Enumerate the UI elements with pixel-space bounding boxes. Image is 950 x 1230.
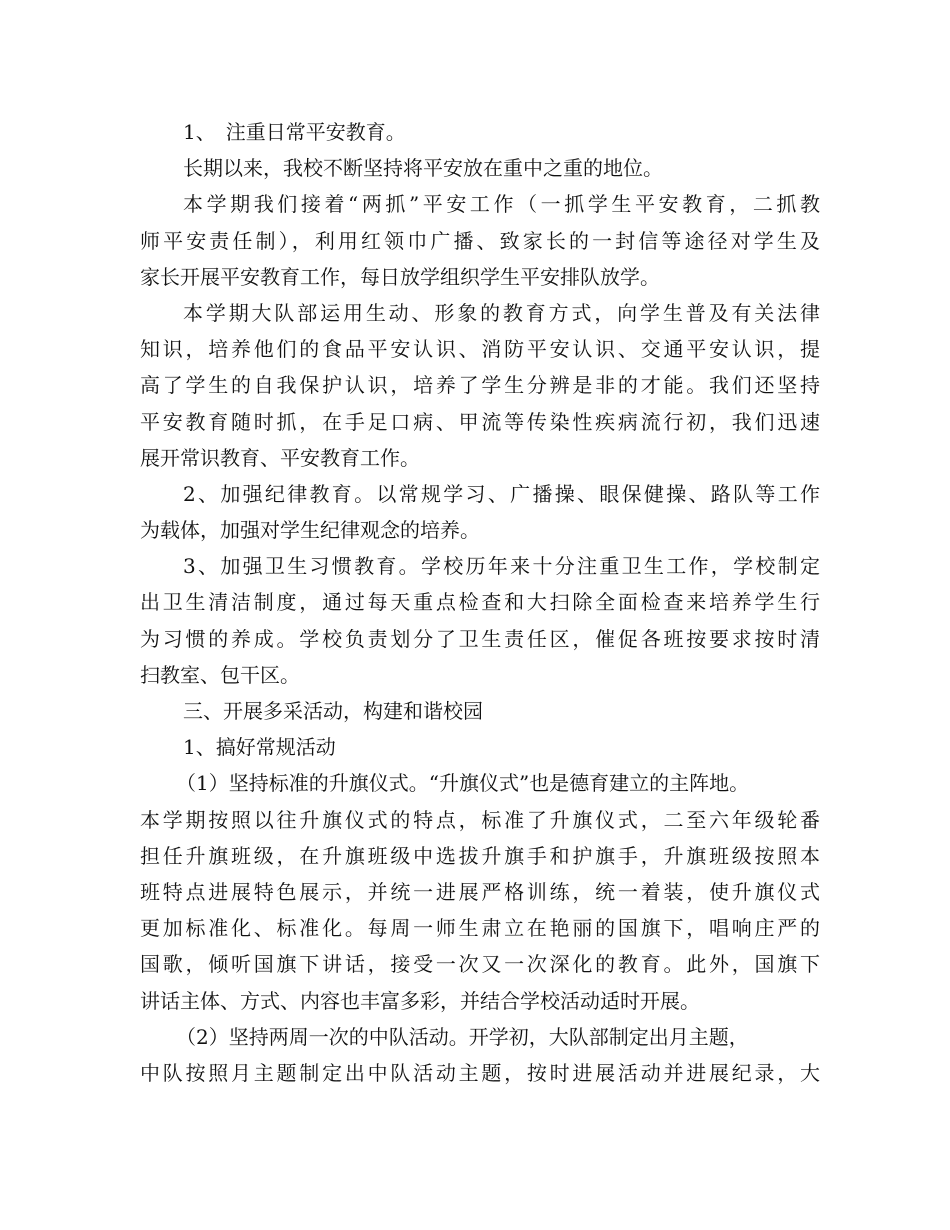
paragraph-line: 中队按照月主题制定出中队活动主题，按时进展活动并进展纪录，大 (140, 1060, 820, 1085)
paragraph-line: 国歌，倾听国旗下讲话，接受一次又一次深化的教育。此外，国旗下 (140, 952, 820, 977)
section-heading-activities: 三、开展多采活动，构建和谐校园 (183, 699, 483, 723)
paragraph-line: 为载体，加强对学生纪律观念的培养。 (140, 518, 480, 543)
paragraph-line: 平安教育随时抓，在手足口病、甲流等传染性疾病流行初，我们迅速 (140, 409, 820, 434)
paragraph-line: （1）坚持标准的升旗仪式。“升旗仪式”也是德育建立的主阵地。 (176, 771, 750, 796)
paragraph-line: 班特点进展特色展示，并统一进展严格训练，统一着装，使升旗仪式 (140, 879, 820, 904)
paragraph-line: 2、加强纪律教育。以常规学习、广播操、眼保健操、路队等工作 (183, 481, 820, 506)
paragraph-line: 担任升旗班级，在升旗班级中选拔升旗手和护旗手，升旗班级按照本 (140, 843, 820, 868)
paragraph-line: 展开常识教育、平安教育工作。 (140, 445, 420, 470)
paragraph-line: 更加标准化、标准化。每周一师生肃立在艳丽的国旗下，唱响庄严的 (140, 916, 820, 941)
paragraph-line: 知识，培养他们的食品平安认识、消防平安认识、交通平安认识，提 (140, 337, 820, 362)
paragraph-line: 本学期大队部运用生动、形象的教育方式，向学生普及有关法律 (183, 300, 820, 325)
paragraph-line: 家长开展平安教育工作，每日放学组织学生平安排队放学。 (140, 264, 660, 289)
paragraph-line: 出卫生清洁制度，通过每天重点检查和大扫除全面检查来培养学生行 (140, 590, 820, 615)
document-body (140, 114, 820, 1091)
section-heading-safety-education: 1、 注重日常平安教育。 (183, 120, 406, 144)
paragraph-line: （2）坚持两周一次的中队活动。开学初，大队部制定出月主题， (176, 1024, 749, 1049)
paragraph-line: 本学期按照以往升旗仪式的特点，标准了升旗仪式，二至六年级轮番 (140, 807, 820, 832)
paragraph-line: 讲话主体、方式、内容也丰富多彩，并结合学校活动适时开展。 (140, 988, 700, 1013)
paragraph-line: 扫教室、包干区。 (140, 662, 300, 687)
paragraph-line: 高了学生的自我保护认识，培养了学生分辨是非的才能。我们还坚持 (140, 373, 820, 398)
paragraph-line: 本学期我们接着“两抓”平安工作（一抓学生平安教育，二抓教 (183, 192, 820, 217)
paragraph-line: 为习惯的养成。学校负责划分了卫生责任区，催促各班按要求按时清 (140, 626, 820, 651)
subsection-heading-routine-activities: 1、搞好常规活动 (183, 735, 336, 760)
paragraph-line: 3、加强卫生习惯教育。学校历年来十分注重卫生工作，学校制定 (183, 554, 820, 579)
paragraph-line: 师平安责任制），利用红领巾广播、致家长的一封信等途径对学生及 (140, 228, 820, 253)
paragraph-line: 长期以来，我校不断坚持将平安放在重中之重的地位。 (183, 156, 663, 181)
